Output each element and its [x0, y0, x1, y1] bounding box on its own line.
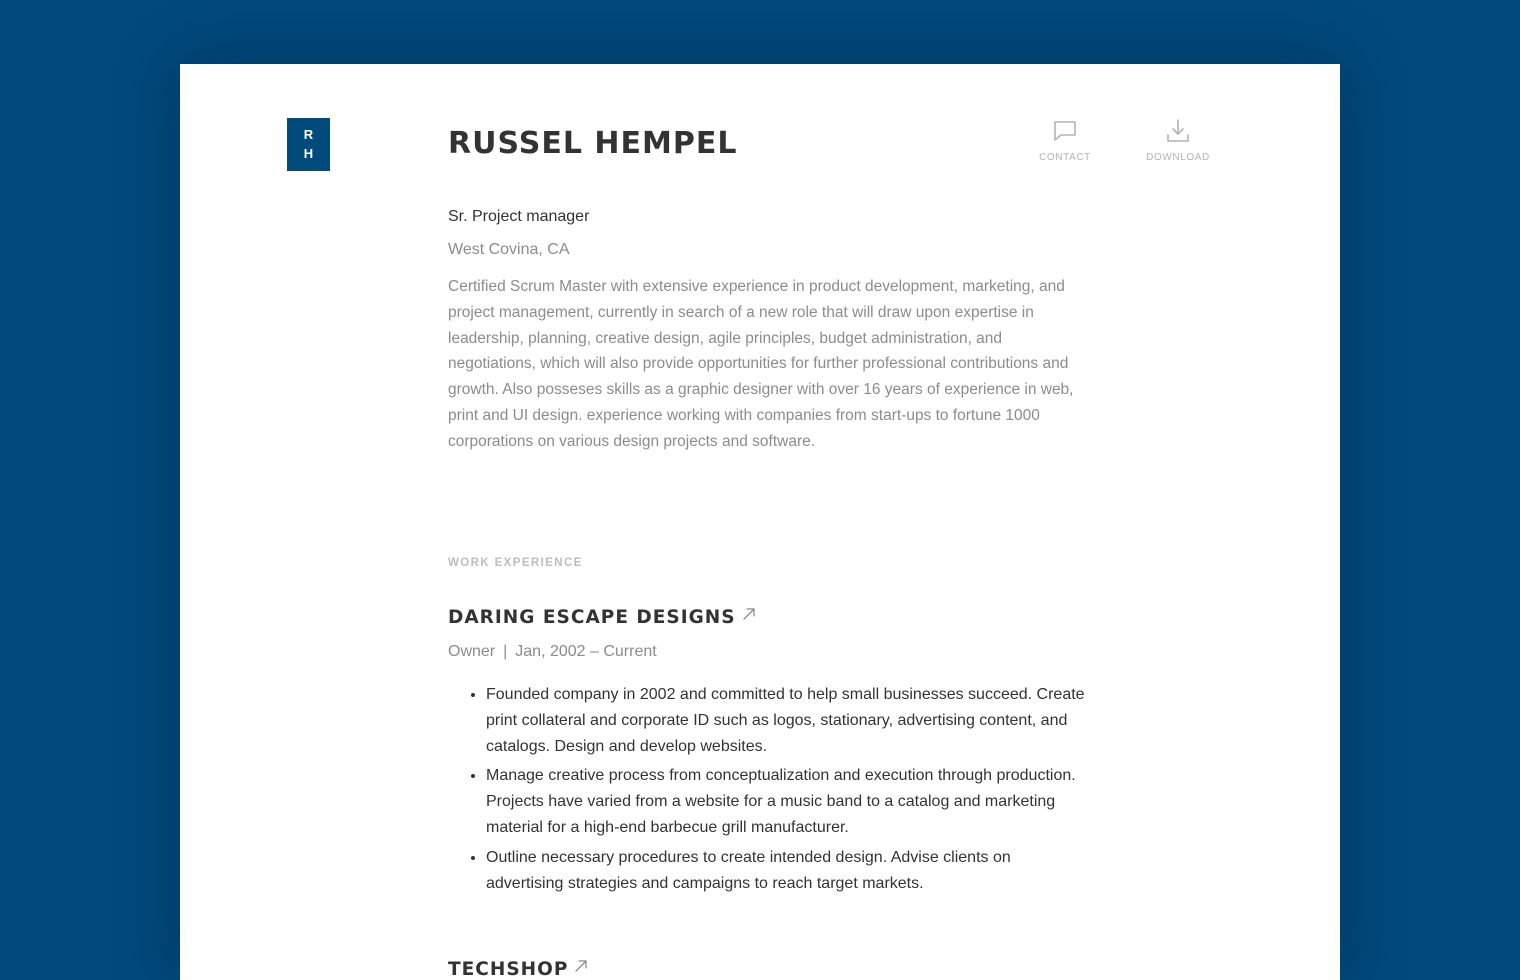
meta-separator: |	[503, 643, 508, 660]
monogram-letter-first: R	[303, 127, 314, 142]
list-item: • Manage creative process from conceptualization and execution through production. Projects have varied from a website for a music band to a catalog and marketing material for a high-end barbecue grill manufacturer.	[486, 763, 1088, 840]
job-meta	[448, 642, 1088, 662]
job-role: Sr. Project manager	[448, 208, 590, 225]
company-name: DARING ESCAPE DESIGNS	[448, 607, 736, 628]
monogram-logo	[287, 118, 330, 171]
download-label: DOWNLOAD	[1146, 152, 1210, 163]
company-name: TECHSHOP	[448, 959, 569, 980]
list-item: • Founded company in 2002 and committed to help small businesses succeed. Create print collateral and corporate ID such as logos, stationary, advertising content, and catalogs. Design and develop websites.	[486, 682, 1088, 759]
list-item: • Outline necessary procedures to create intended design. Advise clients on advertising strategies and campaigns to reach target markets.	[486, 845, 1088, 897]
summary-text: Certified Scrum Master with extensive experience in product development, marketing, and project management, currently in search of a new role that will draw upon expertise in leadership, planning, creative design, agile principles, budget administration, and negotiations, which will also provide opportunities for further professional contributions and growth. Also posseses skills as a graphic designer with over 16 years of experience in web, print and UI design. experience working with companies from start-ups to fortune 1000 corporations on various design projects and software.	[448, 278, 1074, 450]
download-button[interactable]	[1143, 118, 1213, 163]
job-title: Owner	[448, 643, 496, 660]
download-icon	[1165, 118, 1191, 144]
contact-button[interactable]	[1035, 118, 1095, 163]
section-heading-work-experience: WORK EXPERIENCE	[448, 557, 583, 569]
chat-icon	[1052, 118, 1078, 144]
resume-card	[180, 64, 1340, 980]
contact-label: CONTACT	[1039, 152, 1091, 163]
external-link-icon	[574, 959, 588, 973]
external-link-icon	[742, 607, 756, 621]
location: West Covina, CA	[448, 241, 570, 258]
duties-list	[448, 682, 1088, 896]
company-link[interactable]	[448, 604, 756, 632]
monogram-letter-last: H	[303, 146, 314, 161]
company-link[interactable]	[448, 956, 588, 980]
page-title: RUSSEL HEMPEL	[448, 126, 738, 161]
job-dates: Jan, 2002 – Current	[515, 643, 657, 660]
job-entry	[448, 604, 1088, 900]
job-entry	[448, 956, 1088, 980]
